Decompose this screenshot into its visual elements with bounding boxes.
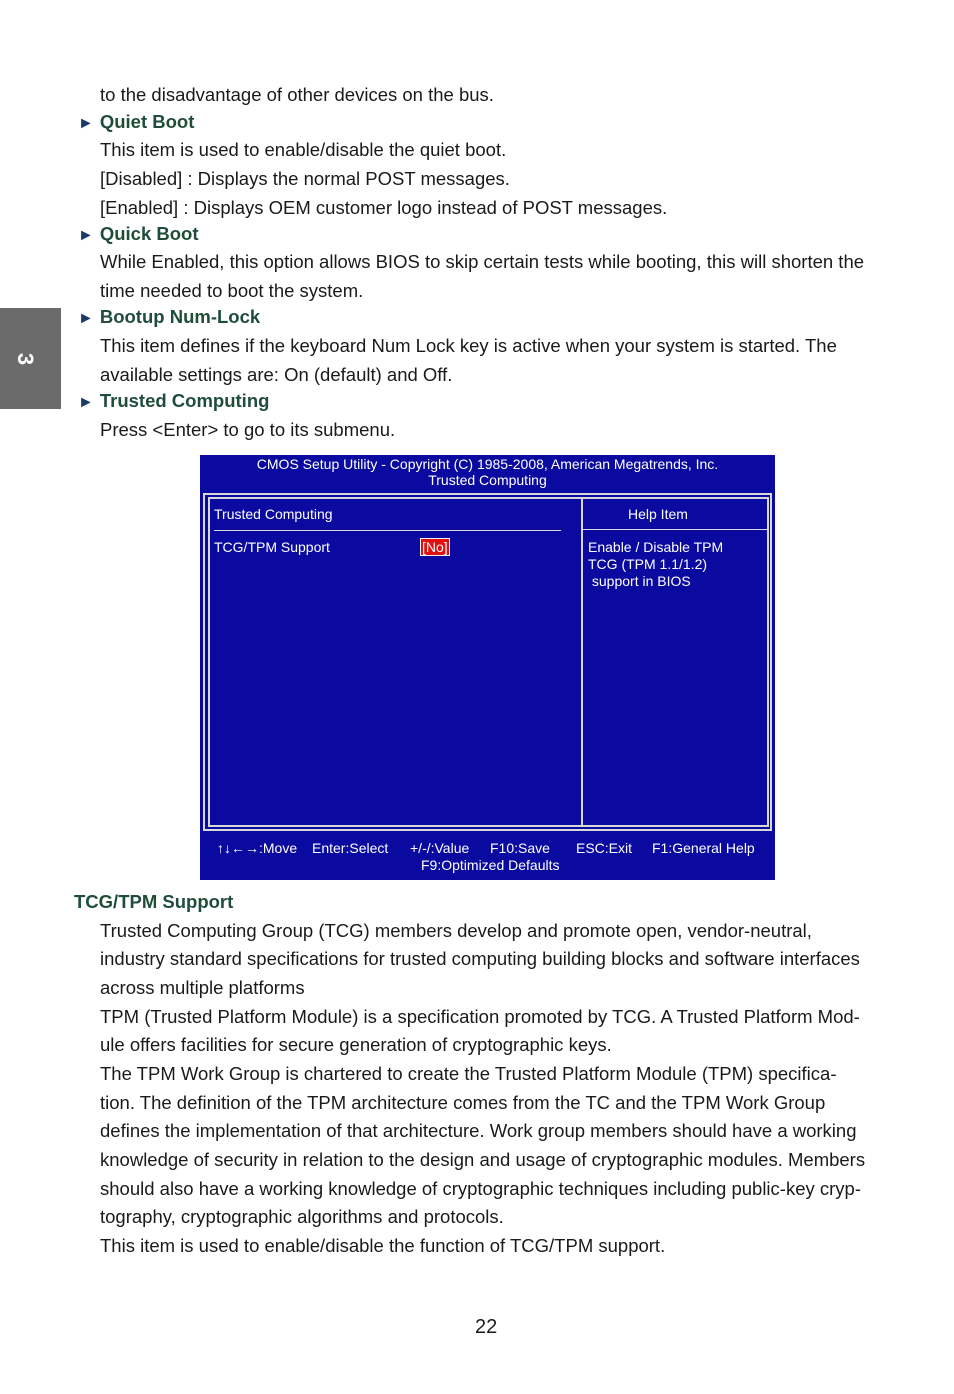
- trusted-computing-heading: ► Trusted Computing: [78, 390, 270, 411]
- tcg-tpm-heading: TCG/TPM Support: [74, 891, 234, 912]
- tcg-tpm-line: tion. The definition of the TPM architecture comes from the TC and the TPM Work Group: [100, 1092, 826, 1113]
- tcg-tpm-line: TPM (Trusted Platform Module) is a specification promoted by TCG. A Trusted Platform Mod-: [100, 1006, 860, 1027]
- arrow-right-icon: ►: [78, 310, 94, 327]
- bios-footer-exit: ESC:Exit: [576, 840, 633, 856]
- bios-footer-move: ↑↓←→:Move: [217, 840, 298, 856]
- tcg-tpm-line: tography, cryptographic algorithms and protocols.: [100, 1206, 504, 1227]
- bios-help-line: Enable / Disable TPM: [588, 539, 724, 555]
- bootup-numlock-line: This item defines if the keyboard Num Lock key is active when your system is started. The: [100, 335, 837, 356]
- trusted-computing-line: Press <Enter> to go to its submenu.: [100, 419, 396, 440]
- page-number: 22: [475, 1316, 498, 1338]
- quick-boot-line: time needed to boot the system.: [100, 280, 364, 301]
- bios-help-line: TCG (TPM 1.1/1.2): [588, 556, 708, 572]
- bios-header-copyright: CMOS Setup Utility - Copyright (C) 1985-2008, American Megatrends, Inc.: [256, 456, 719, 472]
- quiet-boot-line: [Disabled] : Displays the normal POST messages.: [100, 168, 510, 189]
- tcg-tpm-line: industry standard specifications for trusted computing building blocks and software interfaces: [100, 948, 860, 969]
- bios-footer-value: +/-/:Value: [410, 840, 470, 856]
- bios-footer-help: F1:General Help: [652, 840, 755, 856]
- bootup-numlock-line: available settings are: On (default) and Off.: [100, 364, 453, 385]
- bios-help-title: Help Item: [628, 506, 688, 522]
- quiet-boot-line: This item is used to enable/disable the quiet boot.: [100, 139, 507, 160]
- bios-left-title: Trusted Computing: [214, 506, 333, 522]
- bios-footer-defaults: F9:Optimized Defaults: [421, 857, 560, 873]
- bios-selected-value[interactable]: [No]: [422, 539, 448, 555]
- quick-boot-line: While Enabled, this option allows BIOS to skip certain tests while booting, this will shorten the: [100, 251, 865, 272]
- chapter-tab: [0, 308, 61, 409]
- bios-item-tcg-tpm-label[interactable]: TCG/TPM Support: [214, 539, 330, 555]
- bios-header-title: Trusted Computing: [428, 472, 547, 488]
- arrow-right-icon: ►: [78, 227, 94, 244]
- bios-screenshot: [200, 455, 775, 880]
- quiet-boot-line: [Enabled] : Displays OEM customer logo instead of POST messages.: [100, 197, 668, 218]
- bios-help-title-rule: [583, 529, 767, 530]
- arrow-right-icon: ►: [78, 394, 94, 411]
- chapter-number: 3: [13, 352, 39, 366]
- tcg-tpm-line: knowledge of security in relation to the design and usage of cryptographic modules. Members: [100, 1149, 866, 1170]
- bios-help-line: support in BIOS: [588, 573, 691, 589]
- tcg-tpm-line: should also have a working knowledge of cryptographic techniques including public-key cryp-: [100, 1178, 861, 1199]
- quiet-boot-heading: ► Quiet Boot: [78, 111, 195, 132]
- tcg-tpm-line: defines the implementation of that architecture. Work group members should have a working: [100, 1120, 857, 1141]
- bootup-numlock-heading: ► Bootup Num-Lock: [78, 306, 261, 327]
- bios-footer-save: F10:Save: [490, 840, 550, 856]
- tcg-tpm-line: The TPM Work Group is chartered to create the Trusted Platform Module (TPM) specifica-: [100, 1063, 837, 1084]
- bios-footer-select: Enter:Select: [312, 840, 389, 856]
- bios-column-divider: [581, 497, 583, 827]
- bios-left-title-rule: [214, 530, 561, 531]
- quick-boot-heading: ► Quick Boot: [78, 223, 199, 244]
- tcg-tpm-line: This item is used to enable/disable the function of TCG/TPM support.: [100, 1235, 666, 1256]
- bios-item-tcg-tpm-value[interactable]: [420, 539, 450, 555]
- tcg-tpm-line: ule offers facilities for secure generation of cryptographic keys.: [100, 1034, 612, 1055]
- tcg-tpm-line: across multiple platforms: [100, 977, 305, 998]
- intro-line: to the disadvantage of other devices on the bus.: [100, 84, 494, 105]
- arrow-right-icon: ►: [78, 115, 94, 132]
- tcg-tpm-line: Trusted Computing Group (TCG) members develop and promote open, vendor-neutral,: [100, 920, 812, 941]
